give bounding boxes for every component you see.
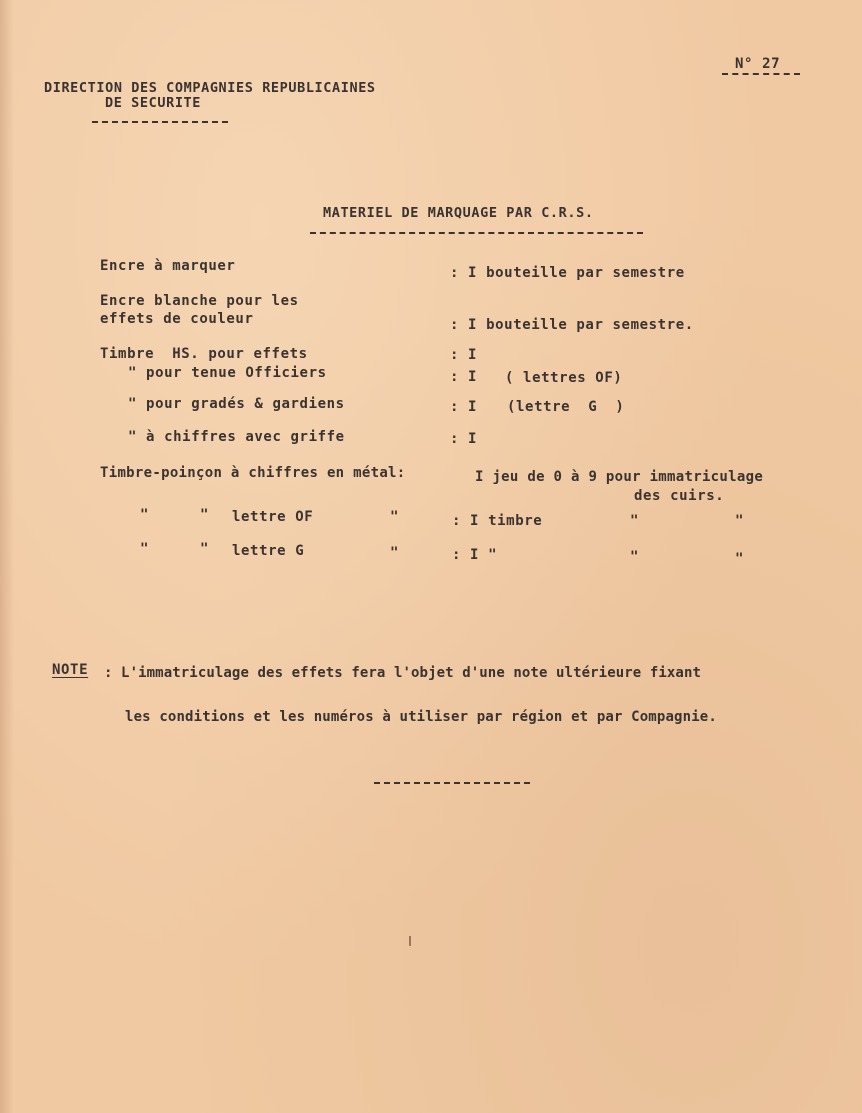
- item-note: (lettre G ): [507, 399, 625, 415]
- item-label-continued: effets de couleur: [100, 311, 254, 327]
- item-value: : I: [450, 347, 478, 363]
- page-edge-shadow: [0, 0, 14, 1113]
- page-number-underline: [722, 73, 800, 75]
- item-value: : I: [450, 431, 478, 447]
- item-value: : I bouteille par semestre: [450, 265, 685, 281]
- ditto-mark: ": [735, 551, 745, 567]
- ditto-mark: ": [200, 507, 210, 523]
- ditto-mark: ": [390, 545, 400, 561]
- item-label: " pour gradés & gardiens: [128, 396, 345, 412]
- item-value: : I bouteille par semestre.: [450, 317, 694, 333]
- title-underline: [310, 232, 643, 234]
- item-label: lettre OF: [232, 509, 314, 525]
- item-label: " pour tenue Officiers: [128, 365, 327, 381]
- item-label: lettre G: [232, 543, 305, 559]
- ditto-mark: ": [390, 509, 400, 525]
- paper-speck: [409, 936, 411, 946]
- ditto-mark: ": [200, 541, 210, 557]
- document-title: MATERIEL DE MARQUAGE PAR C.R.S.: [323, 205, 594, 221]
- ditto-mark: ": [630, 513, 640, 529]
- item-label: " à chiffres avec griffe: [128, 429, 345, 445]
- item-value: : I timbre: [452, 513, 543, 529]
- item-label: Encre à marquer: [100, 258, 236, 274]
- item-value: I jeu de 0 à 9 pour immatriculage: [475, 469, 764, 485]
- item-note: ( lettres OF): [505, 370, 623, 386]
- note-line-1: : L'immatriculage des effets fera l'objet d'une note ultérieure fixant: [104, 665, 702, 681]
- item-value: : I: [450, 369, 478, 385]
- header-underline: [92, 121, 228, 123]
- note-line-2: les conditions et les numéros à utiliser par région et par Compagnie.: [125, 709, 717, 725]
- item-value-continued: des cuirs.: [634, 488, 725, 504]
- header-line-2: DE SECURITE: [105, 95, 202, 111]
- closing-rule: [374, 782, 530, 784]
- item-label: Timbre HS. pour effets: [100, 346, 308, 362]
- page-number: N° 27: [735, 56, 781, 72]
- ditto-mark: ": [630, 549, 640, 565]
- item-value: : I: [450, 399, 478, 415]
- item-value: : I ": [452, 547, 498, 563]
- ditto-mark: ": [140, 541, 150, 557]
- item-label: Encre blanche pour les: [100, 293, 299, 309]
- ditto-mark: ": [140, 507, 150, 523]
- ditto-mark: ": [735, 513, 745, 529]
- item-label: Timbre-poinçon à chiffres en métal:: [100, 465, 406, 481]
- header-line-1: DIRECTION DES COMPAGNIES REPUBLICAINES: [44, 80, 376, 96]
- note-label: NOTE: [52, 662, 89, 678]
